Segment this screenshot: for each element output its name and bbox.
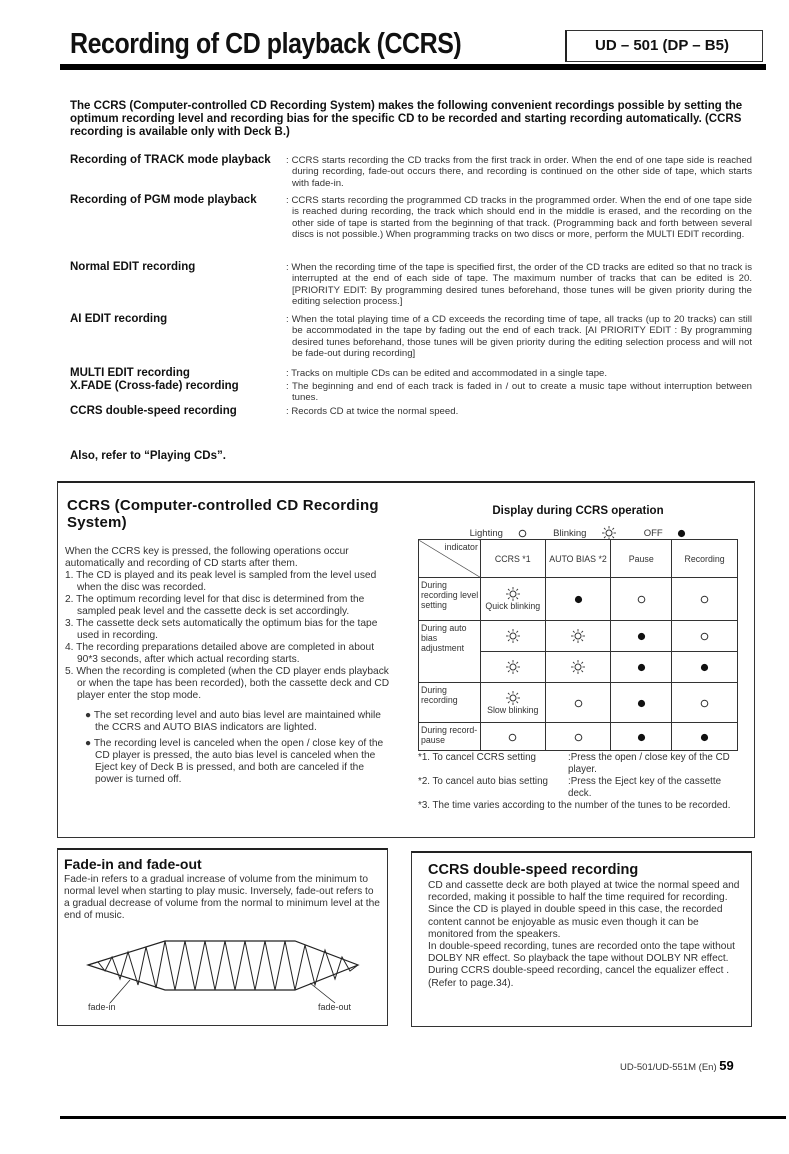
ccrs-step: 5. When the recording is completed (when the CD player ends playback or when the tape has been recorded), both the cassette deck and CD player enter the stop mode. [65,666,390,701]
column-header: Recording [672,540,738,578]
indicator-cell [672,683,738,723]
footnote: *1. To cancel CCRS setting :Press the open / close key of the CD player. [418,752,730,775]
legend-blinking: Blinking [547,528,623,539]
indicator-cell [611,621,672,652]
column-header: AUTO BIAS *2 [545,540,611,578]
definition-desc: : When the recording time of the tape is specified first, the order of the CD tracks are edited so that no track is interrupted at the end of each side of tape. The maximum number of tracks that can be edited is 20. [PRIORITY EDIT: By programming desired tunes beforehand, those tunes will be given priority during the editing selection process.] [286,262,752,308]
footer-rule [60,1116,786,1119]
blinking-icon [505,588,521,598]
legend-off: OFF [638,528,693,539]
lighting-icon-icon [518,528,527,539]
indicator-cell [480,683,545,723]
off-icon [574,594,583,604]
off-icon [637,731,646,741]
indicator-cell [545,723,611,751]
definition-term: Normal EDIT recording [70,261,196,273]
indicator-cell [545,683,611,723]
footnote: *3. The time varies according to the number of the tunes to be recorded. [418,800,731,811]
indicator-cell [480,578,545,621]
double-speed-para: Since the CD is played in double speed in this case, the recorded content cannot be enjoyable as music even though it can be monitored from the speakers. [428,904,723,940]
page-title: Recording of CD playback (CCRS) [70,28,462,60]
fade-in-label: fade-in [88,1002,116,1012]
off-icon-icon [677,528,686,539]
table-row [419,683,738,723]
definition-multi-edit [70,368,752,379]
blink-speed-label: Quick blinking [485,601,541,611]
ccrs-step: 1. The CD is played and its peak level is sampled from the level used when the disc was recorded. [65,570,377,593]
off-icon [637,662,646,672]
double-speed-body [428,880,740,990]
column-header: Pause [611,540,672,578]
indicator-cell [672,652,738,683]
definition-desc: : Tracks on multiple CDs can be edited and accommodated in a single tape. [286,368,608,379]
indicator-cell [611,652,672,683]
display-table [418,539,738,751]
lighting-icon [508,731,517,741]
definition-term: X.FADE (Cross-fade) recording [70,380,239,392]
indicator-cell [672,621,738,652]
indicator-cell [611,723,672,751]
definition-desc: : The beginning and end of each track is faded in / out to create a music tape without interruption between tunes. [286,381,752,404]
double-speed-para: During CCRS double-speed recording, cancel the equalizer effect . (Refer to page.34). [428,965,730,989]
indicator-cell [545,578,611,621]
ccrs-lead: When the CCRS key is pressed, the following operations occur automatically and recording of CD starts after them. [65,546,349,569]
off-icon [700,731,709,741]
table-row [419,723,738,751]
column-header: CCRS *1 [480,540,545,578]
definition-term: Recording of PGM mode playback [70,194,257,206]
indicator-cell [672,723,738,751]
lighting-icon [700,594,709,604]
model-label: UD – 501 (DP – B5) [565,30,763,62]
table-row [419,578,738,621]
blinking-icon [505,692,521,702]
double-speed-para: In double-speed recording, tunes are recorded onto the tape without DOLBY NR effect. So playback the tape without DOLBY NR effect. [428,941,735,965]
lighting-icon [574,731,583,741]
footnote: *2. To cancel auto bias setting :Press the Eject key of the cassette deck. [418,776,722,799]
definition-term: CCRS double-speed recording [70,405,237,417]
indicator-cell [672,578,738,621]
page-footer [620,1058,734,1073]
lighting-icon [700,697,709,707]
display-table-title: Display during CCRS operation [492,505,664,517]
blinking-icon [570,661,586,671]
double-speed-para: CD and cassette deck are both played at twice the normal speed and recorded, making it possible to half the time required for recording. [428,880,740,904]
lighting-icon [574,697,583,707]
also-refer-note: Also, refer to “Playing CDs”. [70,450,226,462]
blinking-icon [505,661,521,671]
lighting-icon [700,631,709,641]
ccrs-step: 4. The recording preparations detailed above are completed in about 90*3 seconds, after which actual recording starts. [65,642,375,665]
table-row [419,621,738,652]
off-icon [700,662,709,672]
indicator-cell [545,621,611,652]
definition-xfade [70,381,752,404]
definition-pgm [70,195,752,241]
ccrs-step: 3. The cassette deck sets automatically the optimum bias for the tape used in recording. [65,618,378,641]
display-legend [418,526,738,540]
off-icon [637,697,646,707]
blinking-icon-icon [601,528,617,539]
ccrs-step: 2. The optimum recording level for that disc is determined from the sampled peak level and the cassette deck is set accordingly. [65,594,365,617]
definition-desc: : CCRS starts recording the CD tracks from the first track in order. When the end of one tape side is reached during recording, fade-out occurs there, and recording is continued on the other side of tape, which starts with fade-in. [286,155,752,189]
row-label: During record-pause [419,723,481,751]
definition-term: AI EDIT recording [70,313,168,325]
ccrs-bullet: ● The set recording level and auto bias level are maintained while the CCRS and AUTO BIAS indicators are lighted. [85,710,381,733]
definition-desc: : When the total playing time of a CD exceeds the recording time of tape, all tracks (up to 20 tracks) can still be accommodated in the tape by fading out the end of each track. [AI PRIORITY EDIT : By programming desired tunes beforehand, those tunes will be given priority during the editing selection process and will not be fade-out during recording] [286,314,752,360]
definition-double-speed [70,406,752,417]
blinking-icon [570,630,586,640]
indicator-cell [611,683,672,723]
footer-model: UD-501/UD-551M (En) [620,1062,717,1073]
row-label: During auto bias adjustment [419,621,481,683]
blink-speed-label: Slow blinking [487,704,539,715]
page-number: 59 [719,1058,734,1073]
corner-header: indicator [419,540,481,578]
definition-term: MULTI EDIT recording [70,367,190,379]
definition-ai-edit [70,314,752,360]
legend-lighting: Lighting [464,528,533,539]
table-header-row [419,540,738,578]
ccrs-body [65,546,391,786]
fade-waveform-diagram [80,935,370,1007]
row-label: During recording [419,683,481,723]
ccrs-bullet: ● The recording level is canceled when the open / close key of the CD player is pressed, the auto bias level is canceled when the Eject key of Deck B is pressed, and both are canceled if the power is turned off. [85,738,384,785]
intro-paragraph: The CCRS (Computer-controlled CD Recording System) makes the following convenient recordings possible by setting the optimum recording level and recording bias for the specific CD to be recorded and starting recording automatically. (CCRS recording is available only with Deck B.) [70,100,743,138]
header-rule [60,64,766,70]
row-label: During recording level setting [419,578,481,621]
indicator-cell [545,652,611,683]
indicator-cell [480,723,545,751]
fade-body: Fade-in refers to a gradual increase of volume from the minimum to normal level when starting to play music. Inversely, fade-out refers to a gradual decrease of volume from the normal to minimum level at the end of music. [64,874,380,921]
blinking-icon [505,630,521,640]
display-notes [418,752,740,812]
indicator-cell [480,652,545,683]
indicator-cell [611,578,672,621]
indicator-cell [480,621,545,652]
fade-out-label: fade-out [318,1002,352,1012]
definition-term: Recording of TRACK mode playback [70,154,271,166]
definition-desc: : Records CD at twice the normal speed. [286,406,459,417]
definition-track [70,155,752,189]
double-speed-heading: CCRS double-speed recording [428,862,639,878]
definition-normal-edit [70,262,752,308]
fade-heading: Fade-in and fade-out [64,856,202,872]
lighting-icon [637,594,646,604]
definition-desc: : CCRS starts recording the programmed CD tracks in the programmed order. When the end of one tape side is reached during recording, the track which should end in the middle is erased, and the recording on the other side of tape is started from the beginning of that track. (Programming back and forth between several discs is not possible.) When programming tracks on two discs or more, perform the MULTI EDIT recording. [286,195,752,241]
ccrs-heading: CCRS (Computer-controlled CD Recording System) [67,497,379,531]
off-icon [637,631,646,641]
